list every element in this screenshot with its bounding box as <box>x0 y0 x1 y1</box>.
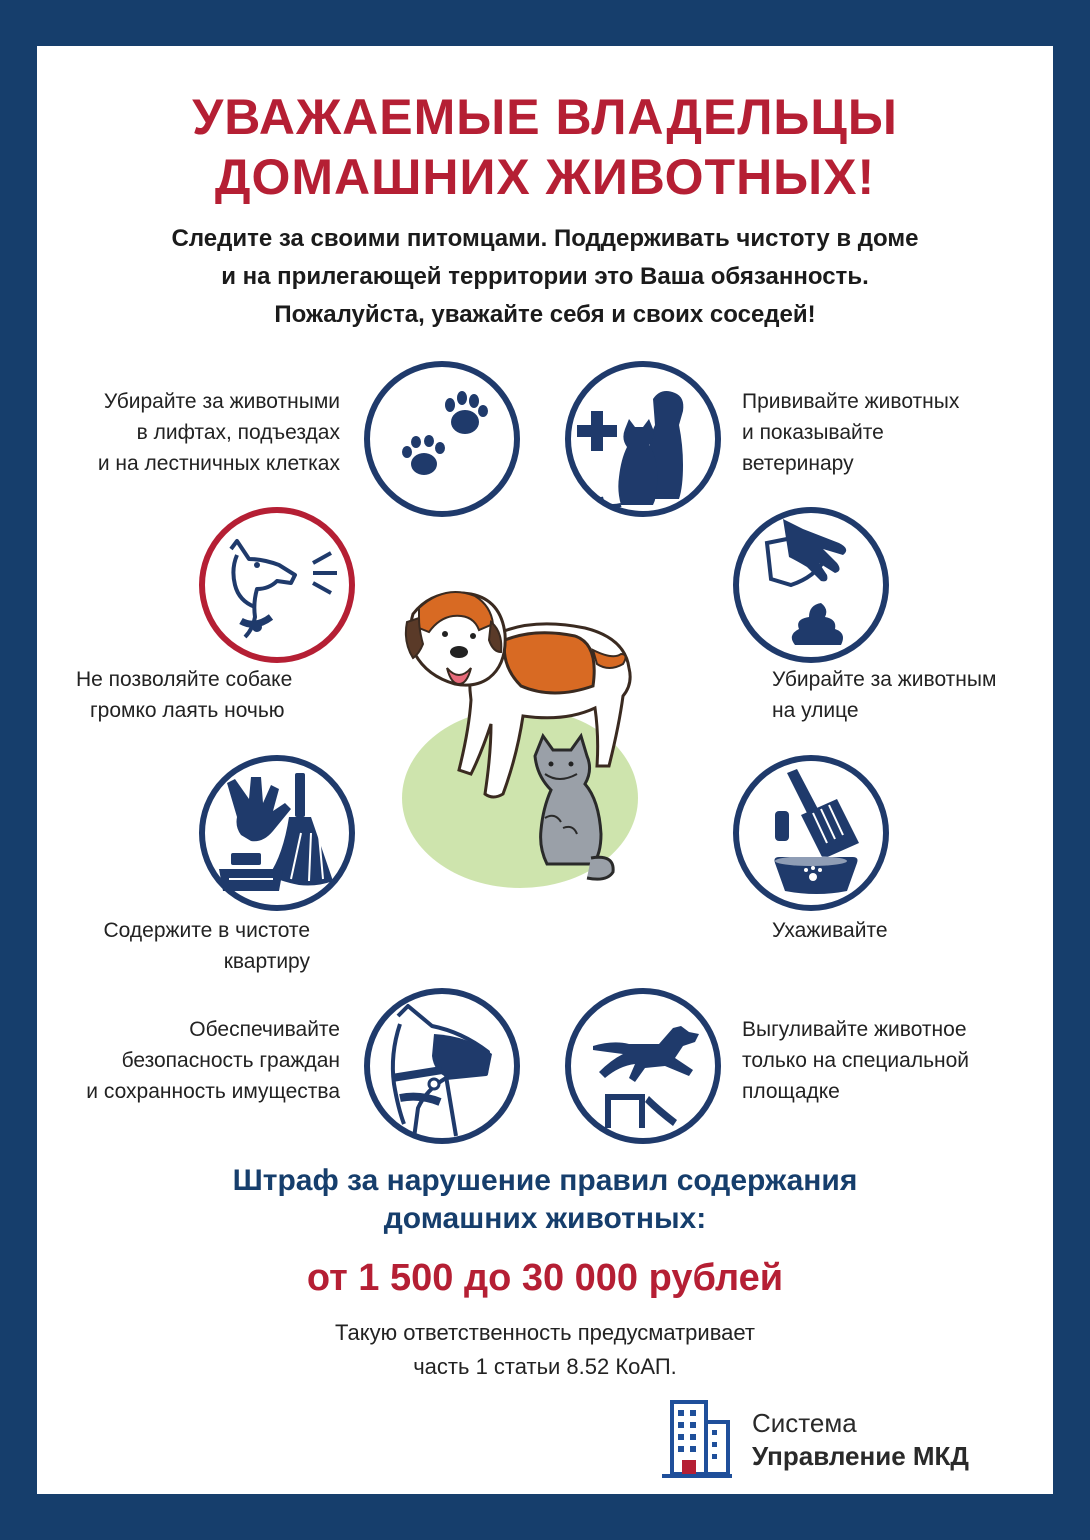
paw-prints-icon <box>362 359 522 519</box>
grooming-icon <box>731 753 891 913</box>
dog-walking-area-icon <box>563 986 723 1146</box>
vaccination-icon <box>563 359 723 519</box>
fine-note-line2: часть 1 статьи 8.52 КоАП. <box>413 1354 677 1379</box>
lead-line3: Пожалуйста, уважайте себя и своих соседей! <box>274 301 816 328</box>
building-logo-icon <box>662 1398 732 1480</box>
brand-line1: Система <box>752 1408 857 1438</box>
lead-line2: и на прилегающей территории это Ваша обязанность. <box>221 263 869 290</box>
fine-note-line1: Такую ответственность предусматривает <box>335 1320 755 1345</box>
fine-heading-line2: домашних животных: <box>383 1202 707 1235</box>
rule-caption-2: Прививайте животных и показывайте ветеринару <box>742 390 960 475</box>
rule-caption-3: Не позволяйте собаке громко лаять ночью <box>76 668 293 722</box>
rule-caption-5: Содержите в чистоте квартиру <box>103 919 310 973</box>
brand-line2: Управление МКД <box>752 1441 969 1471</box>
cleaning-tools-icon <box>197 753 357 913</box>
fine-amount: от 1 500 до 30 000 рублей <box>306 1257 784 1299</box>
rule-caption-4: Убирайте за животным на улице <box>772 668 997 722</box>
rule-caption-8: Выгуливайте животное только на специальной площадке <box>742 1018 970 1103</box>
poster-title-line2: ДОМАШНИХ ЖИВОТНЫХ! <box>214 149 876 205</box>
muzzle-icon <box>362 986 522 1146</box>
rule-caption-1: Убирайте за животными в лифтах, подъездах и на лестничных клетках <box>97 390 340 475</box>
poster-title-line1: УВАЖАЕМЫЕ ВЛАДЕЛЬЦЫ <box>192 89 898 145</box>
cleanup-glove-icon <box>731 505 891 665</box>
fine-heading-line1: Штраф за нарушение правил содержания <box>232 1164 858 1197</box>
rule-caption-7: Обеспечивайте безопасность граждан и сохранность имущества <box>86 1018 340 1103</box>
rule-caption-6: Ухаживайте <box>772 919 888 942</box>
lead-line1: Следите за своими питомцами. Поддерживать чистоту в доме <box>171 225 919 252</box>
dog-and-cat-illustration <box>395 578 655 908</box>
barking-dog-icon <box>197 505 357 665</box>
